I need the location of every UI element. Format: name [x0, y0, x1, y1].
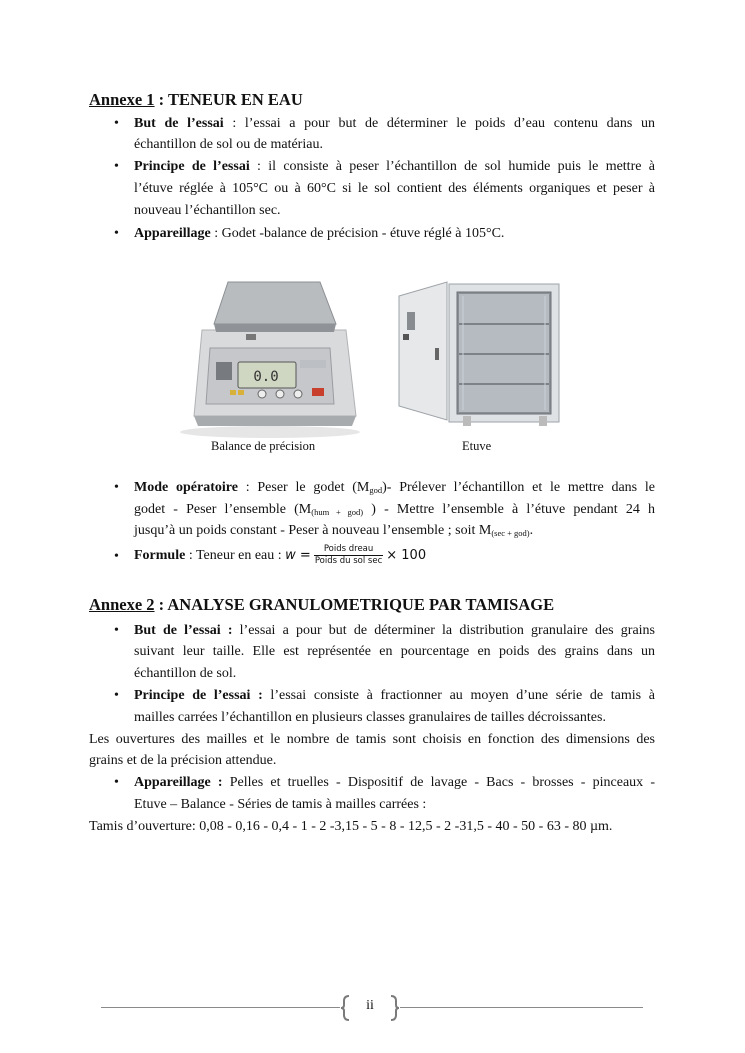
- footer-rule-left: [101, 1007, 340, 1008]
- annexe2-heading: [89, 595, 554, 615]
- annexe1-mode-line3: jusqu’à un poids constant - Peser à nouveau l’ensemble ; soit $M_{(sec + god)}$.: [134, 523, 534, 538]
- annexe1-principe-line3: nouveau l’échantillon sec.: [134, 203, 281, 218]
- annexe1-principe-label: Principe de l’essai: [134, 159, 250, 174]
- annexe1-heading: [89, 90, 303, 110]
- formula-numerator: Poids dreau: [314, 544, 383, 556]
- etuve-caption: Etuve: [462, 439, 492, 453]
- annexe1-principe-line1: Principe de l’essai : il consiste à peser l’échantillon de sol humide puis le mettre à: [134, 159, 655, 174]
- annexe2-but-label: But de l’essai :: [134, 623, 233, 638]
- annexe1-formule: Formule : Teneur en eau : w = $\frac{\text{Poids dreau}}{\text{Poids du sol sec}}$ × 100: [134, 544, 427, 567]
- annexe2-appareillage-label: Appareillage :: [134, 775, 223, 790]
- annexe1-appareillage: Appareillage : Godet -balance de précision - étuve réglé à 105°C.: [134, 226, 505, 241]
- annexe2-tamis-list: Tamis d’ouverture: 0,08 - 0,16 - 0,4 - 1 - 2 -3,15 - 5 - 8 - 12,5 - 2 -31,5 - 40 - 50 - 63 - 80 µm.: [89, 819, 613, 834]
- annexe1-mode-line1: Mode opératoire : Peser le godet $(M_{god})-$ Prélever l’échantillon et le mettre dans le: [134, 480, 656, 495]
- annexe1-mode-label: Mode opératoire: [134, 480, 238, 495]
- etuve-image: [393, 276, 565, 436]
- annexe1-label: Annexe 1: [89, 90, 155, 109]
- annexe2-paragraph-line2: grains et de la précision attendue.: [89, 753, 277, 768]
- annexe2-but-line1: But de l’essai : l’essai a pour but de déterminer la distribution granulaire des grains: [134, 623, 655, 638]
- annexe2-appareillage-line2: Etuve – Balance - Séries de tamis à mailles carrées :: [134, 797, 427, 812]
- page-number: ii: [366, 998, 374, 1013]
- bullet-icon: •: [114, 623, 119, 638]
- annexe2-appareillage-line1: Appareillage : Pelles et truelles - Dispositif de lavage - Bacs - brosses - pinceaux -: [134, 775, 655, 790]
- annexe2-but-line2: suivant leur taille. Elle est représentée en pourcentage en poids des grains dans un: [134, 644, 655, 659]
- annexe1-title: : TENEUR EN EAU: [154, 90, 303, 109]
- annexe1-but-line1: But de l’essai : l’essai a pour but de déterminer le poids d’eau contenu dans un: [134, 116, 655, 131]
- balance-display-readout: 0.0: [253, 369, 279, 385]
- annexe2-principe-line1: Principe de l’essai : l’essai consiste à fractionner au moyen d’une série de tamis à: [134, 688, 655, 703]
- annexe1-but-label: But de l’essai: [134, 116, 224, 131]
- bullet-icon: •: [114, 226, 119, 241]
- annexe2-principe-label: Principe de l’essai :: [134, 688, 263, 703]
- annexe1-but-line2: échantillon de sol ou de matériau.: [134, 137, 323, 152]
- annexe2-title: : ANALYSE GRANULOMETRIQUE PAR TAMISAGE: [154, 595, 555, 614]
- bullet-icon: •: [114, 775, 119, 790]
- formula-denominator: Poids du sol sec: [314, 556, 383, 567]
- annexe1-mode-line2: godet - Peser l’ensemble ($M_{(hum + god)}$ ) - Mettre l’ensemble à l’étuve pendant 24 h: [134, 502, 656, 517]
- bullet-icon: •: [114, 116, 119, 131]
- bullet-icon: •: [114, 549, 119, 564]
- formula-multiplier: × 100: [386, 548, 427, 563]
- annexe1-appareillage-label: Appareillage: [134, 226, 211, 241]
- formula-fraction: [314, 544, 383, 567]
- annexe1-formule-label: Formule: [134, 548, 186, 563]
- footer-rule-right: [400, 1007, 643, 1008]
- annexe1-principe-line2: l’étuve réglée à 105°C ou à 60°C si le sol contient des éléments organiques et peser à: [134, 181, 655, 196]
- annexe2-but-line3: échantillon de sol.: [134, 666, 237, 681]
- bullet-icon: •: [114, 480, 119, 495]
- balance-caption: Balance de précision: [211, 439, 316, 453]
- balance-image: [170, 266, 368, 440]
- bullet-icon: •: [114, 159, 119, 174]
- annexe2-paragraph-line1: Les ouvertures des mailles et le nombre de tamis sont choisis en fonction des dimensions des: [89, 732, 655, 747]
- annexe2-label: Annexe 2: [89, 595, 155, 614]
- annexe2-principe-line2: mailles carrées l’échantillon en plusieurs classes granulaires de tailles décroissantes.: [134, 710, 606, 725]
- bullet-icon: •: [114, 688, 119, 703]
- formula-variable: w =: [285, 548, 311, 563]
